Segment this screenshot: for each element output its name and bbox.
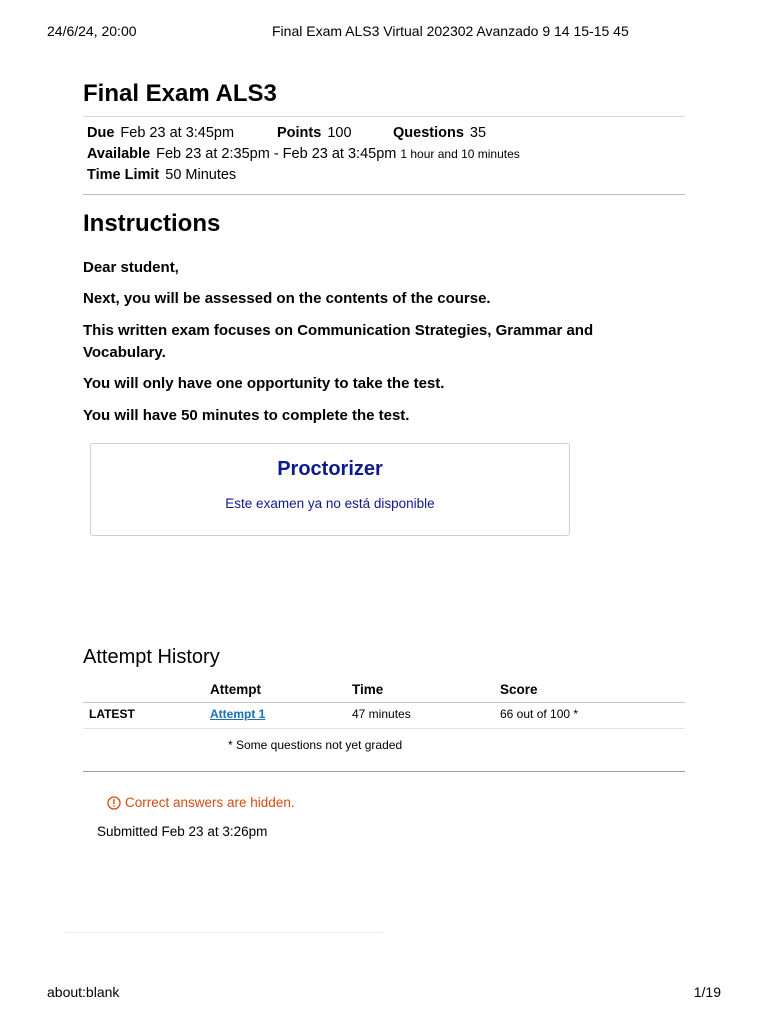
- questions-label: Questions: [393, 125, 464, 141]
- divider: [83, 116, 685, 117]
- table-row-divider: [83, 728, 685, 729]
- print-datetime: 24/6/24, 20:00: [47, 23, 137, 39]
- instruction-paragraph: You will only have one opportunity to take the test.: [83, 375, 445, 392]
- page-indicator: 1/19: [693, 984, 721, 1000]
- divider: [83, 771, 685, 772]
- attempt-1-link[interactable]: Attempt 1: [210, 707, 266, 721]
- available-meta: [87, 146, 520, 162]
- divider: [83, 194, 685, 195]
- time-limit-value: 50 Minutes: [165, 167, 237, 183]
- page-title: Final Exam ALS3: [83, 80, 277, 107]
- proctorizer-title: Proctorizer: [277, 458, 383, 480]
- table-header-divider: [83, 702, 685, 703]
- instructions-heading: Instructions: [83, 210, 221, 237]
- proctorizer-message: Este examen ya no está disponible: [225, 496, 435, 511]
- print-url: about:blank: [47, 984, 120, 1000]
- instruction-paragraph: This written exam focuses on Communication Strategies, Grammar and Vocabulary.: [83, 322, 594, 361]
- proctorizer-panel: [90, 443, 570, 536]
- divider: [65, 932, 383, 933]
- alert-circle-icon: [107, 796, 121, 810]
- column-header-time: Time: [352, 682, 384, 697]
- attempt-history-heading: Attempt History: [83, 646, 220, 668]
- attempt-score: 66 out of 100 *: [500, 707, 579, 721]
- due-label: Due: [87, 125, 115, 141]
- time-limit-label: Time Limit: [87, 167, 160, 183]
- print-document-title: Final Exam ALS3 Virtual 202302 Avanzado 9 14 15-15 45: [272, 23, 629, 39]
- exam-meta-row-1: [87, 125, 234, 141]
- available-value: Feb 23 at 2:35pm - Feb 23 at 3:45pm: [156, 146, 397, 162]
- alert-text: Correct answers are hidden.: [125, 795, 295, 810]
- column-header-score: Score: [500, 682, 538, 697]
- attempt-time: 47 minutes: [352, 707, 411, 721]
- points-meta: [277, 125, 352, 141]
- row-label-latest: LATEST: [89, 707, 135, 721]
- submitted-timestamp: Submitted Feb 23 at 3:26pm: [97, 824, 268, 839]
- available-duration: 1 hour and 10 minutes: [400, 147, 520, 161]
- instruction-paragraph: You will have 50 minutes to complete the test.: [83, 407, 410, 424]
- time-limit-meta: [87, 167, 236, 183]
- column-header-attempt: Attempt: [210, 682, 261, 697]
- available-label: Available: [87, 146, 151, 162]
- instruction-paragraph: Dear student,: [83, 259, 179, 276]
- grading-footnote: * Some questions not yet graded: [228, 738, 403, 752]
- points-label: Points: [277, 125, 322, 141]
- due-value: Feb 23 at 3:45pm: [120, 125, 235, 141]
- instruction-paragraph: Next, you will be assessed on the contents of the course.: [83, 290, 491, 307]
- questions-meta: [393, 125, 486, 141]
- points-value: 100: [327, 125, 352, 141]
- questions-value: 35: [469, 125, 487, 141]
- hidden-answers-alert: [107, 795, 295, 810]
